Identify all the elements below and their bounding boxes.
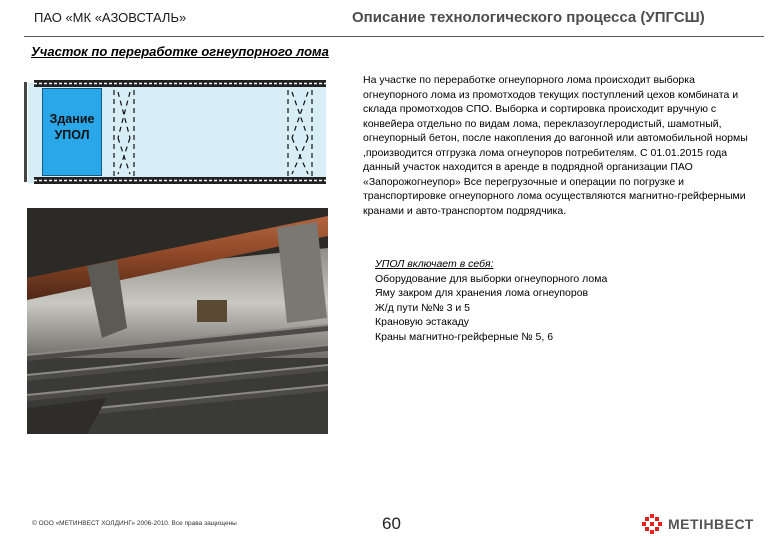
site-left-edge (24, 82, 27, 182)
section-title: Участок по переработке огнеупорного лома (31, 44, 329, 59)
includes-item: Ж/д пути №№ 3 и 5 (375, 301, 471, 314)
slide-title: Описание технологического процесса (УПГСШ) (352, 9, 705, 26)
description-text: На участке по переработке огнеупорного лома происходит выборка огнеупорного лома из промотходов текущих поступлений цехов комбината и склада промотходов СПО. Выборка и сортировка происходит вручную с конвейера отдельно по видам лома, переклазоуглеродистый, шамотный, огнеупорный бетон, после накопления до вагонной или автомобильной нормы ,производится отгрузка лома огнеупоров потребителям. С 01.01.2015 года данный участок находится в аренде в подрядной организации ПАО «Запорожогнеупор» Все перегрузочные и операции по погрузке и транспортировке огнеупорного лома осуществляются магнитно-грейферными кранами и авто-транспортом подрядчика. (363, 74, 748, 217)
company-name: ПАО «МК «АЗОВСТАЛЬ» (34, 10, 187, 25)
upol-includes (375, 257, 735, 344)
page-number: 60 (382, 514, 401, 533)
facility-photo (27, 208, 328, 434)
includes-title: УПОЛ включает в себя: (375, 258, 494, 270)
logo-text: МЕТІНВЕСТ (668, 516, 754, 532)
logo-mark-icon (642, 514, 662, 534)
includes-item: Крановую эстакаду (375, 316, 470, 328)
top-rail-track (34, 80, 326, 87)
building-label-line2: УПОЛ (54, 128, 90, 142)
includes-item: Оборудование для выборки огнеупорного лома (375, 272, 608, 285)
footer-copyright: © ООО «МЕТИНВЕСТ ХОЛДИНГ» 2006-2010. Все права защищены (32, 520, 237, 527)
process-description (363, 73, 748, 218)
includes-item: Яму закром для хранения лома огнеупоров (375, 287, 589, 299)
building-label (43, 111, 101, 143)
bottom-rail-track (34, 177, 326, 184)
building-upol (42, 88, 102, 176)
metinvest-logo (642, 514, 754, 534)
header-divider (24, 36, 764, 37)
includes-item: Краны магнитно-грейферные № 5, 6 (375, 330, 554, 343)
building-label-line1: Здание (49, 112, 95, 126)
